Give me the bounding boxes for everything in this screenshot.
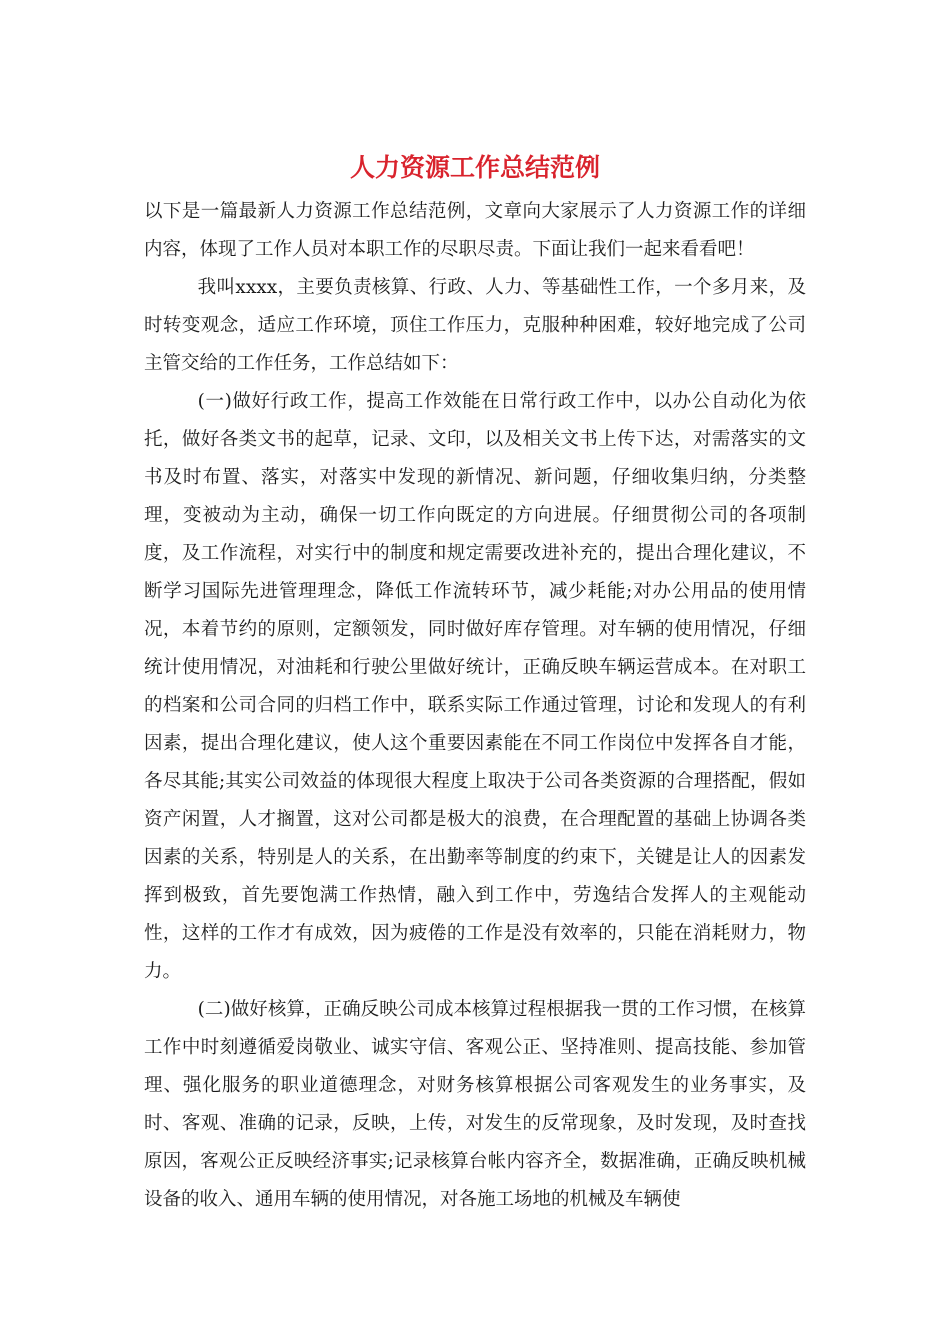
self-introduction-paragraph: 我叫xxxx，主要负责核算、行政、人力、等基础性工作，一个多月来，及时转变观念，适应工作环境，顶住工作压力，克服种种困难，较好地完成了公司主管交给的工作任务，工作总结如下： [144, 277, 806, 374]
administration-section-paragraph: (一)做好行政工作，提高工作效能在日常行政工作中，以办公自动化为依托，做好各类文书的起草，记录、文印，以及相关文书上传下达，对需落实的文书及时布置、落实，对落实中发现的新情况、新问题，仔细收集归纳，分类整理，变被动为主动，确保一切工作向既定的方向进展。仔细贯彻公司的各项制度，及工作流程，对实行中的制度和规定需要改进补充的，提出合理化建议，不断学习国际先进管理理念，降低工作流转环节，减少耗能;对办公用品的使用情况，本着节约的原则，定额领发，同时做好库存管理。对车辆的使用情况，仔细统计使用情况，对油耗和行驶公里做好统计，正确反映车辆运营成本。在对职工的档案和公司合同的归档工作中，联系实际工作通过管理，讨论和发现人的有利因素，提出合理化建议，使人这个重要因素能在不同工作岗位中发挥各自才能，各尽其能;其实公司效益的体现很大程度上取决于公司各类资源的合理搭配，假如资产闲置，人才搁置，这对公司都是极大的浪费，在合理配置的基础上协调各类因素的关系，特别是人的关系，在出勤率等制度的约束下，关键是让人的因素发挥到极致，首先要饱满工作热情，融入到工作中，劳逸结合发挥人的主观能动性，这样的工作才有成效，因为疲倦的工作是没有效率的，只能在消耗财力，物力。 [144, 391, 806, 982]
accounting-section-paragraph: (二)做好核算，正确反映公司成本核算过程根据我一贯的工作习惯，在核算工作中时刻遵循爱岗敬业、诚实守信、客观公正、坚持准则、提高技能、参加管理、强化服务的职业道德理念，对财务核算根据公司客观发生的业务事实，及时、客观、准确的记录，反映，上传，对发生的反常现象，及时发现，及时查找原因，客观公正反映经济事实;记录核算台帐内容齐全，数据准确，正确反映机械设备的收入、通用车辆的使用情况，对各施工场地的机械及车辆使 [144, 999, 806, 1210]
page-title: 人力资源工作总结范例 [349, 153, 600, 182]
intro-paragraph: 以下是一篇最新人力资源工作总结范例，文章向大家展示了人力资源工作的详细内容，体现了工作人员对本职工作的尽职尽责。下面让我们一起来看看吧！ [144, 201, 806, 260]
document-body [144, 193, 806, 1219]
